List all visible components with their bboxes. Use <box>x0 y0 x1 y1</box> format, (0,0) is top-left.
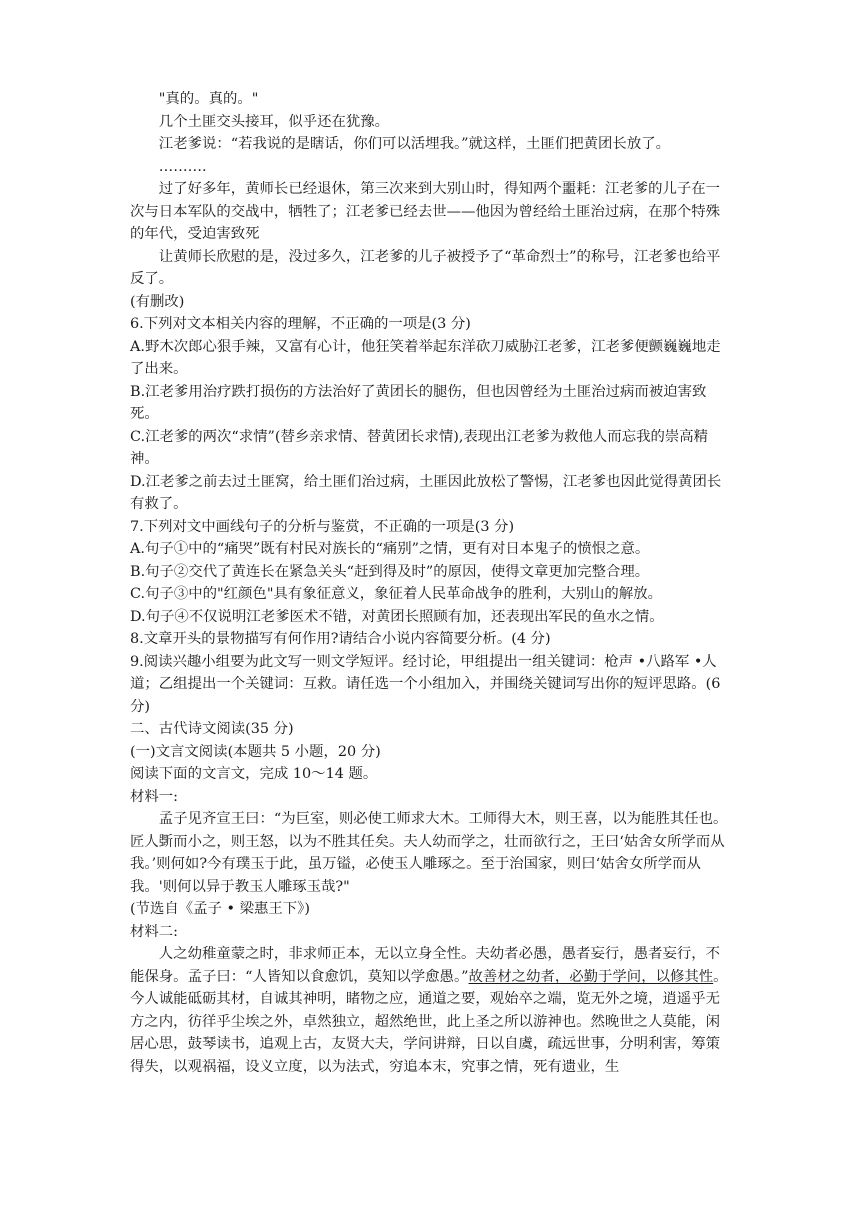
story-line: "真的。真的。" <box>158 91 259 107</box>
story-line: 江老爹说：“若我说的是瞎话，你们可以活埋我。”就这样，土匪们把黄团长放了。 <box>158 136 670 152</box>
question-6-stem: 6.下列对文本相关内容的理解，不正确的一项是(3 分) <box>130 316 471 332</box>
instruction: 阅读下面的文言文，完成 10～14 题。 <box>130 766 378 782</box>
question-6-option-c: C.江老爹的两次“求情”(替乡亲求情、替黄团长求情),表现出江老爹为救他人而忘我的崇高精神。 <box>130 428 709 467</box>
question-6-option-a: A.野木次郎心狠手辣，又富有心计，他狂笑着举起东洋砍刀威胁江老爹，江老爹便颤巍巍地走了出来。 <box>130 338 721 377</box>
story-paragraph: 让黄师长欣慰的是，没过多久，江老爹的儿子被授予了“革命烈士”的称号，江老爹也给平反了。 <box>130 248 721 287</box>
material-2-text <box>130 943 730 1078</box>
material-2-text-before: 人之幼稚童蒙之时，非求师正本，无以立身全性。夫幼者必愚，愚者妄行，愚者妄行，不能保身。孟子曰：“人皆知以食愈饥，莫知以学愈愚。” <box>130 946 721 985</box>
subsection-title: (一)文言文阅读(本题共 5 小题，20 分) <box>130 743 381 760</box>
material-2-label: 材料二: <box>130 923 179 940</box>
story-line: 几个土匪交头接耳，似乎还在犹豫。 <box>158 113 390 130</box>
material-1-text: 孟子见齐宣王曰：“为巨室，则必使工师求大木。工师得大木，则王喜，以为能胜其任也。匠人斲而小之，则王怒，以为不胜其任矣。夫人幼而学之，壮而欲行之，王曰‘姑舍女所学而从我。’则何如?今有璞玉于此，虽万镒，必使玉人雕琢之。至于治国家，则曰‘姑舍女所学而从我。'则何以异于教玉人雕琢玉哉?" <box>130 811 728 895</box>
question-6-option-d: D.江老爹之前去过土匪窝，给土匪们治过病，土匪因此放松了警惕，江老爹也因此觉得黄团长有救了。 <box>130 473 722 512</box>
question-8: 8.文章开头的景物描写有何作用?请结合小说内容简要分析。(4 分) <box>130 631 551 647</box>
question-7-stem: 7.下列对文中画线句子的分析与鉴赏，不正确的一项是(3 分) <box>130 518 515 535</box>
section-title: 二、古代诗文阅读(35 分) <box>130 721 294 737</box>
question-7-option-a: A.句子①中的“痛哭”既有村民对族长的“痛别”之情，更有对日本鬼子的愤恨之意。 <box>130 541 650 557</box>
material-2-text-after: 。今人诚能砥砺其材，自诚其神明，睹物之应，通道之要，观始卒之端，览无外之境，逍遥乎无方之内，彷徉乎尘埃之外，卓然独立，超然绝世，此上圣之所以游神也。然晚世之人莫能，闲居心思，鼓琴读书，追观上古，友贤大夫，学问讲辩，日以自虞，疏远世事，分明利害，筹策得失，以观祸福，设义立度，以为法式，穷追本末，究事之情，死有遗业，生 <box>130 968 728 1075</box>
story-paragraph: 过了好多年，黄师长已经退休，第三次来到大别山时，得知两个噩耗：江老爹的儿子在一次与日本军队的交战中，牺牲了；江老爹已经去世——他因为曾经给土匪治过病，在那个特殊的年代，受迫害致死 <box>130 181 721 242</box>
question-9: 9.阅读兴趣小组要为此文写一则文学短评。经讨论，甲组提出一组关键词：枪声 •八路军 •人道；乙组提出一个关键词：互救。请任选一个小组加入，并围绕关键词写出你的短评思路。(6 分) <box>130 653 721 715</box>
question-7-option-b: B.句子②交代了黄连长在紧急关头“赶到得及时”的原因，使得文章更加完整合理。 <box>130 563 650 580</box>
source-note: (有删改) <box>130 293 185 310</box>
document-body <box>130 88 730 1078</box>
material-1-label: 材料一: <box>130 788 179 805</box>
material-1-source: (节选自《孟子 • 梁惠王下》) <box>130 901 310 917</box>
question-6-option-b: B.江老爹用治疗跌打损伤的方法治好了黄团长的腿伤，但也因曾经为土匪治过病而被迫害致死。 <box>130 383 707 422</box>
question-7-option-c: C.句子③中的"红颜色"具有象征意义，象征着人民革命战争的胜利，大别山的解放。 <box>130 586 662 602</box>
question-7-option-d: D.句子④不仅说明江老爹医术不错，对黄团长照顾有加，还表现出军民的鱼水之情。 <box>130 608 664 625</box>
underlined-sentence: 故善材之幼者，必勤于学问，以修其性 <box>468 968 714 985</box>
story-ellipsis: ………. <box>158 158 207 175</box>
